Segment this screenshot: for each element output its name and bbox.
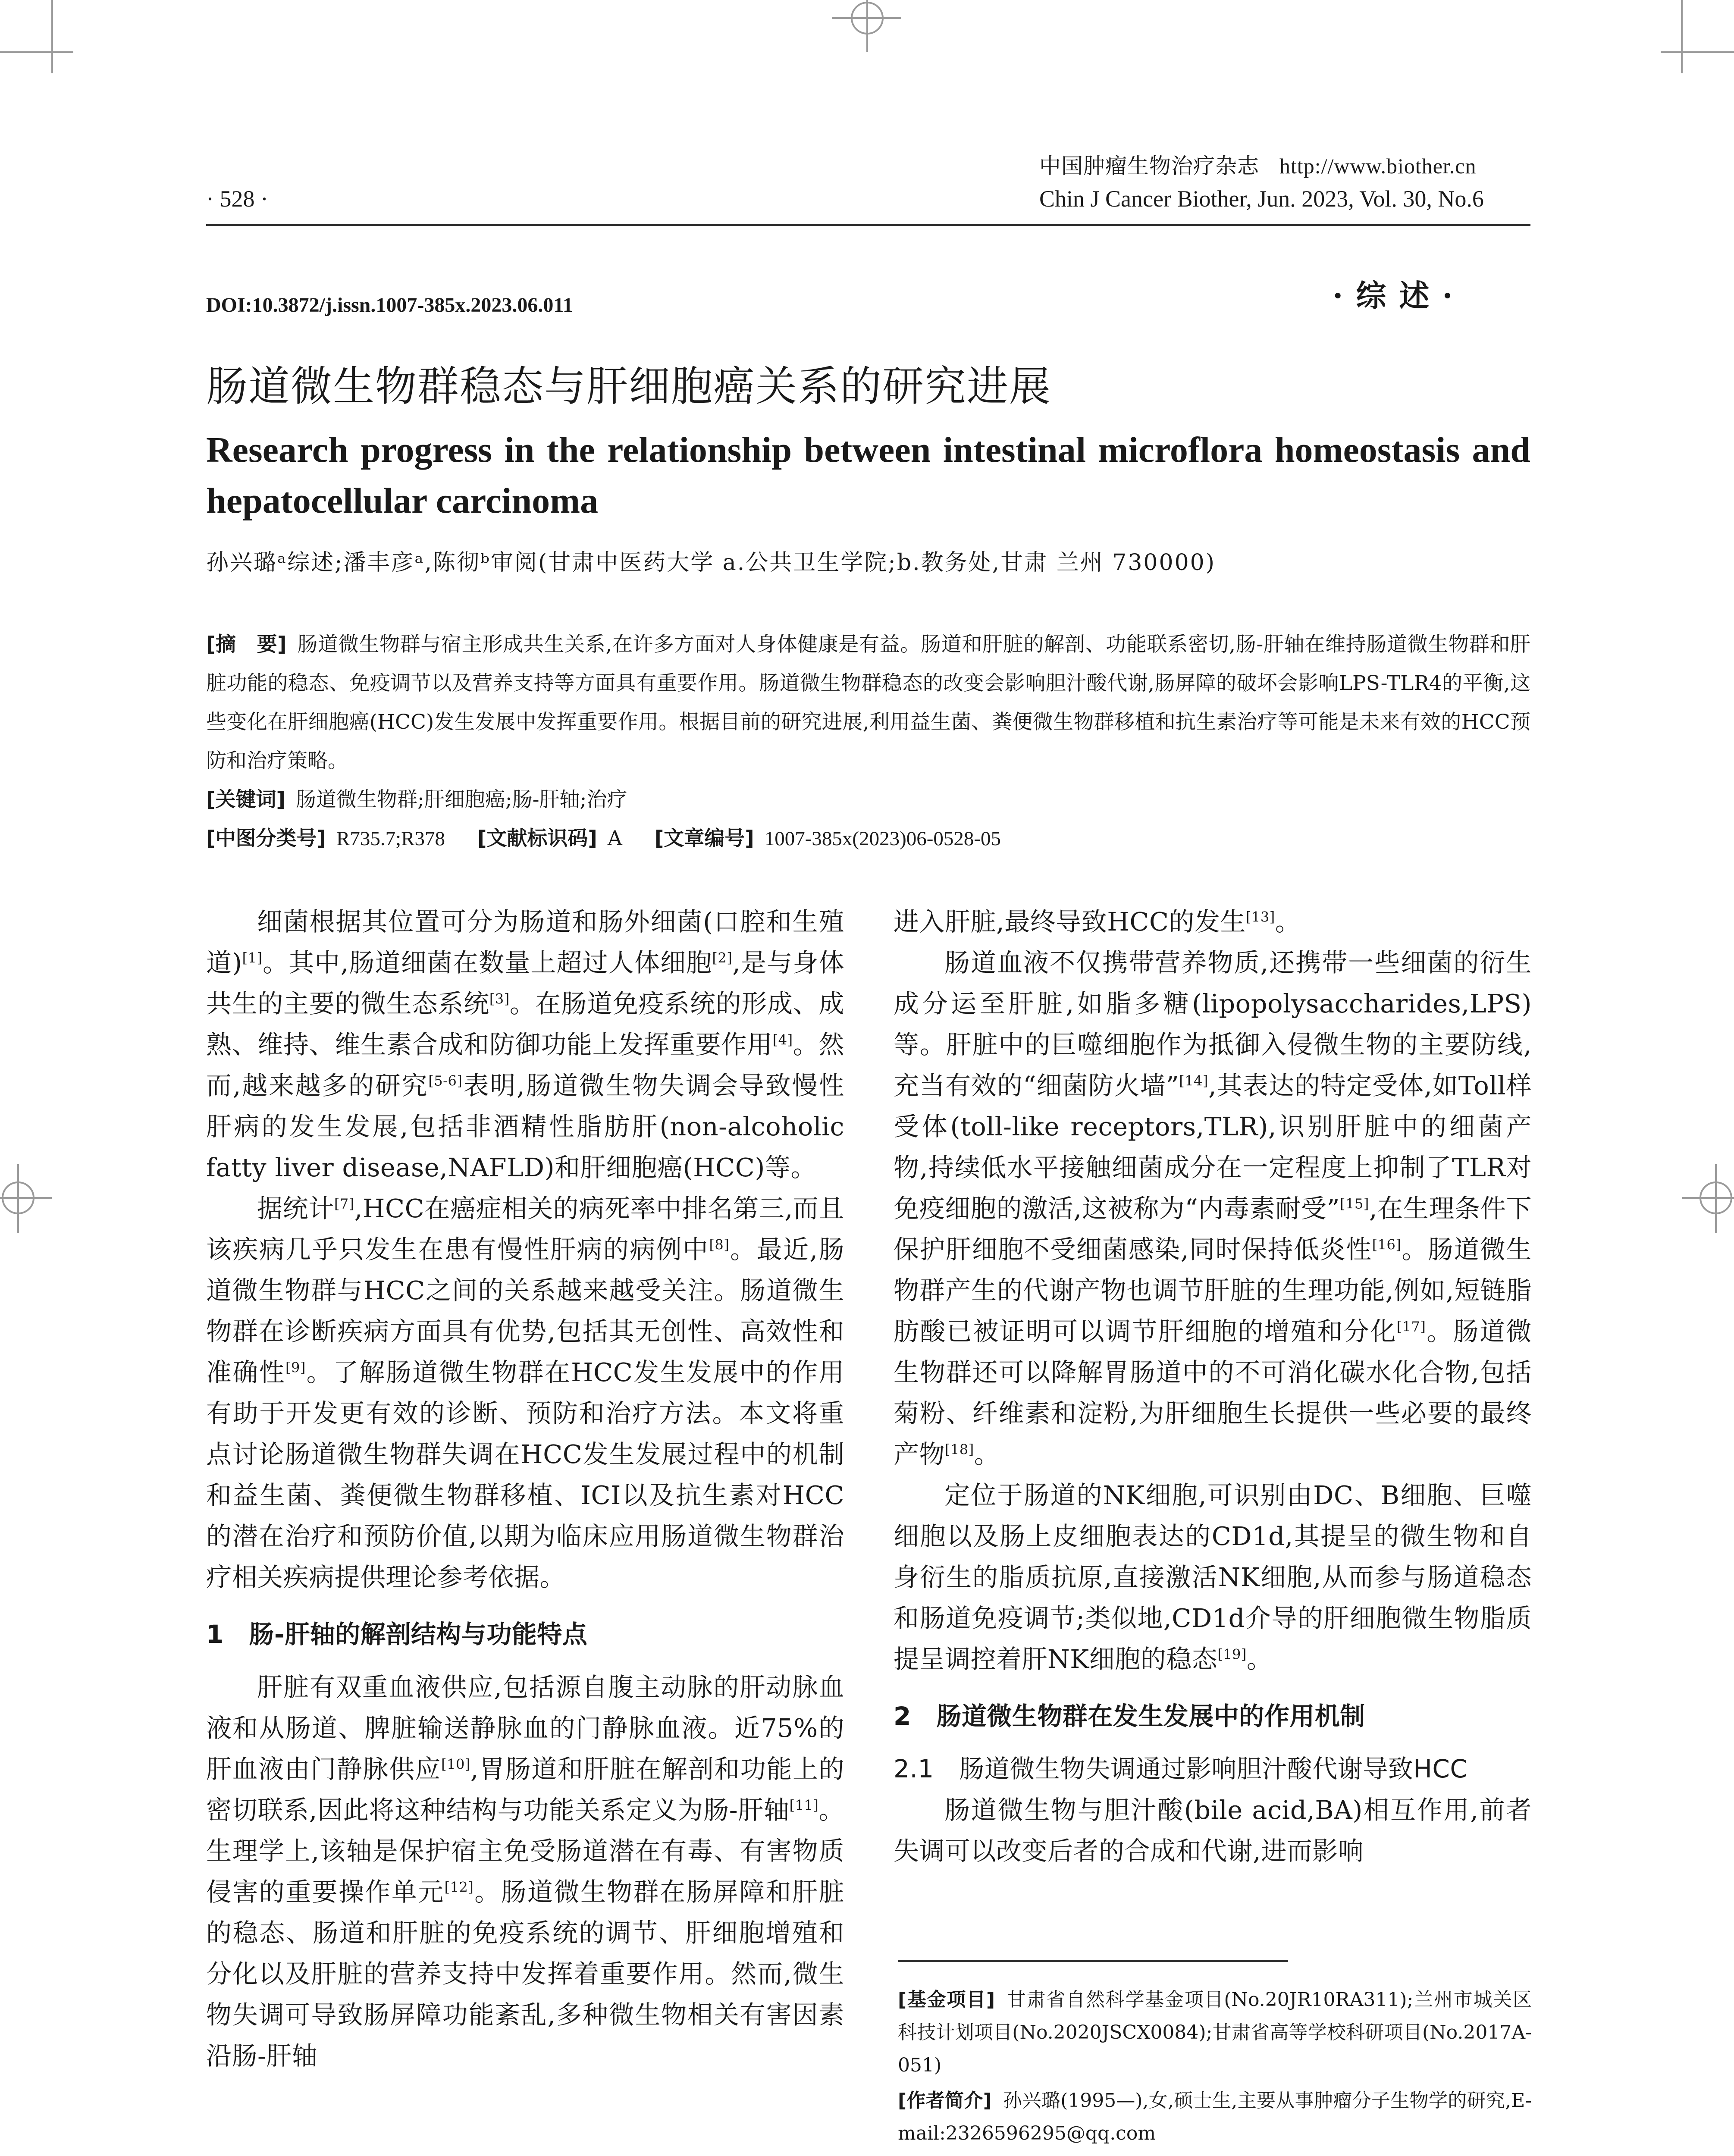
keywords-label: [关键词] — [206, 788, 285, 812]
paragraph: 进入肝脏,最终导致HCC的发生[13]。 — [894, 907, 1301, 937]
doi: DOI:10.3872/j.issn.1007-385x.2023.06.011 — [206, 294, 573, 317]
citation[interactable]: [12] — [444, 1879, 474, 1896]
footnote-corresponding-author — [898, 2153, 1532, 2156]
authors-affiliation: 孙兴璐ᵃ综述;潘丰彦ᵃ,陈彻ᵇ审阅(甘肃中医药大学 a.公共卫生学院;b.教务处,甘肃 兰州 730000) — [206, 550, 1216, 576]
citation[interactable]: [5-6] — [428, 1072, 463, 1089]
section-tag: ·综述· — [1333, 278, 1466, 313]
keywords — [206, 780, 627, 819]
classification-line — [206, 819, 1027, 858]
clc-value: R735.7;R378 — [336, 827, 445, 850]
citation[interactable]: [1] — [242, 950, 263, 966]
citation[interactable]: [7] — [334, 1195, 354, 1212]
footnote-author-bio: [作者简介] 孙兴璐(1995—),女,硕士生,主要从事肿瘤分子生物学的研究,E-mail:2326596295@qq.com — [898, 2090, 1532, 2144]
journal-citation-en: Chin J Cancer Biother, Jun. 2023, Vol. 30, No.6 — [1039, 186, 1484, 212]
citation[interactable]: [8] — [709, 1236, 730, 1253]
crop-mark-top-left-h — [0, 51, 73, 53]
journal-title-cn — [1039, 149, 1477, 180]
citation[interactable]: [3] — [489, 990, 510, 1007]
footnotes — [898, 1984, 1532, 2156]
clc-label: [中图分类号] — [206, 827, 326, 850]
section-heading-1: 1 肠-肝轴的解剖结构与功能特点 — [206, 1620, 588, 1649]
citation[interactable]: [19] — [1217, 1646, 1247, 1663]
abstract-label: [摘 要] — [206, 633, 287, 656]
doc-code-label: [文献标识码] — [477, 827, 597, 850]
citation[interactable]: [4] — [772, 1031, 793, 1048]
journal-website: http://www.biother.cn — [1279, 154, 1477, 178]
title-cn: 肠道微生物群稳态与肝细胞癌关系的研究进展 — [206, 362, 1051, 411]
crop-mark-top-right-v — [1681, 0, 1683, 73]
article-number-value: 1007-385x(2023)06-0528-05 — [764, 827, 1001, 850]
citation[interactable]: [15] — [1340, 1195, 1369, 1212]
citation[interactable]: [14] — [1179, 1072, 1208, 1089]
paragraph: 定位于肠道的NK细胞,可识别由DC、B细胞、巨噬细胞以及肠上皮细胞表达的CD1d,其提呈的微生物和自身衍生的脂质抗原,直接激活NK细胞,从而参与肠道稳态和肠道免疫调节;类似地,CD1d介导的肝细胞微生物脂质提呈调控着肝NK细胞的稳态[19]。 — [894, 1480, 1532, 1674]
page-number: · 528 · — [206, 186, 268, 212]
journal-name-cn: 中国肿瘤生物治疗杂志 — [1039, 154, 1259, 179]
citation[interactable]: [2] — [712, 950, 733, 966]
subsection-heading-2-1: 2.1 肠道微生物失调通过影响胆汁酸代谢导致HCC — [894, 1754, 1468, 1783]
citation[interactable]: [10] — [441, 1756, 470, 1773]
abstract — [206, 625, 1530, 780]
paragraph: 据统计[7],HCC在癌症相关的病死率中排名第三,而且该疾病几乎只发生在患有慢性肝病的病例中[8]。最近,肠道微生物群与HCC之间的关系越来越受关注。肠道微生物群在诊断疾病方面具有优势,包括其无创性、高效性和准确性[9]。了解肠道微生物群在HCC发生发展中的作用有助于开发更有效的诊断、预防和治疗方法。本文将重点讨论肠道微生物群失调在HCC发生发展过程中的机制和益生菌、粪便微生物群移植、ICI以及抗生素对HCC的潜在治疗和预防价值,以期为临床应用肠道微生物群治疗相关疾病提供理论参考依据。 — [206, 1194, 844, 1592]
citation[interactable]: [18] — [945, 1441, 974, 1458]
citation[interactable]: [16] — [1372, 1236, 1402, 1253]
paragraph: 肠道血液不仅携带营养物质,还携带一些细菌的衍生成分运至肝脏,如脂多糖(lipopolysaccharides,LPS)等。肝脏中的巨噬细胞作为抵御入侵微生物的主要防线,充当有效的“细菌防火墙”[14],其表达的特定受体,如Toll样受体(toll-like receptors,TLR),识别肝脏中的细菌产物,持续低水平接触细菌成分在一定程度上抑制了TLR对免疫细胞的激活,这被称为“内毒素耐受”[15],在生理条件下保护肝细胞不受细菌感染,同时保持低炎性[16]。肠道微生物群产生的代谢产物也调节肝脏的生理功能,例如,短链脂肪酸已被证明可以调节肝细胞的增殖和分化[17]。肠道微生物群还可以降解胃肠道中的不可消化碳水化合物,包括菊粉、纤维素和淀粉,为肝细胞生长提供一些必要的最终产物[18]。 — [894, 948, 1532, 1469]
footnote-funding: [基金项目] 甘肃省自然科学基金项目(No.20JR10RA311);兰州市城关区科技计划项目(No.2020JSCX0084);甘肃省高等学校科研项目(No.2017A-051) — [898, 1989, 1532, 2076]
body-left-column — [206, 901, 844, 2076]
citation[interactable]: [13] — [1246, 909, 1275, 925]
article-number-label: [文章编号] — [654, 827, 754, 850]
header-rule — [206, 224, 1530, 226]
crop-mark-top-left-v — [51, 0, 53, 73]
footnote-rule — [898, 1960, 1288, 1962]
citation[interactable]: [11] — [789, 1797, 819, 1814]
crop-mark-top-right-h — [1661, 51, 1734, 53]
section-heading-2: 2 肠道微生物群在发生发展中的作用机制 — [894, 1702, 1365, 1731]
title-en: Research progress in the relationship between intestinal microflora homeostasis and hepatocellular carcinoma — [206, 430, 1530, 521]
body-right-column — [894, 901, 1532, 1871]
abstract-text: 肠道微生物群与宿主形成共生关系,在许多方面对人身体健康是有益。肠道和肝脏的解剖、功能联系密切,肠-肝轴在维持肠道微生物群和肝脏功能的稳态、免疫调节以及营养支持等方面具有重要作用。肠道微生物群稳态的改变会影响胆汁酸代谢,肠屏障的破坏会影响LPS-TLR4的平衡,这些变化在肝细胞癌(HCC)发生发展中发挥重要作用。根据目前的研究进展,利用益生菌、粪便微生物群移植和抗生素治疗等可能是未来有效的HCC预防和治疗策略。 — [206, 633, 1530, 773]
citation[interactable]: [17] — [1396, 1318, 1426, 1335]
citation[interactable]: [9] — [285, 1359, 306, 1376]
doc-code-value: A — [607, 827, 622, 850]
paragraph: 细菌根据其位置可分为肠道和肠外细菌(口腔和生殖道)[1]。其中,肠道细菌在数量上超过人体细胞[2],是与身体共生的主要的微生态系统[3]。在肠道免疫系统的形成、成熟、维持、维生素合成和防御功能上发挥重要作用[4]。然而,越来越多的研究[5-6]表明,肠道微生物失调会导致慢性肝病的发生发展,包括非酒精性脂肪肝(non-alcoholic fatty liver disease,NAFLD)和肝细胞癌(HCC)等。 — [206, 907, 844, 1182]
keywords-text: 肠道微生物群;肝细胞癌;肠-肝轴;治疗 — [295, 788, 627, 812]
paragraph: 肝脏有双重血液供应,包括源自腹主动脉的肝动脉血液和从肠道、脾脏输送静脉血的门静脉血液。近75%的肝血液由门静脉供应[10],胃肠道和肝脏在解剖和功能上的密切联系,因此将这种结构与功能关系定义为肠-肝轴[11]。生理学上,该轴是保护宿主免受肠道潜在有毒、有害物质侵害的重要操作单元[12]。肠道微生物群在肠屏障和肝脏的稳态、肠道和肝脏的免疫系统的调节、肝细胞增殖和分化以及肝脏的营养支持中发挥着重要作用。然而,微生物失调可导致肠屏障功能紊乱,多种微生物相关有害因素沿肠-肝轴 — [206, 1672, 844, 2071]
paragraph: 肠道微生物与胆汁酸(bile acid,BA)相互作用,前者失调可以改变后者的合成和代谢,进而影响 — [894, 1795, 1532, 1866]
